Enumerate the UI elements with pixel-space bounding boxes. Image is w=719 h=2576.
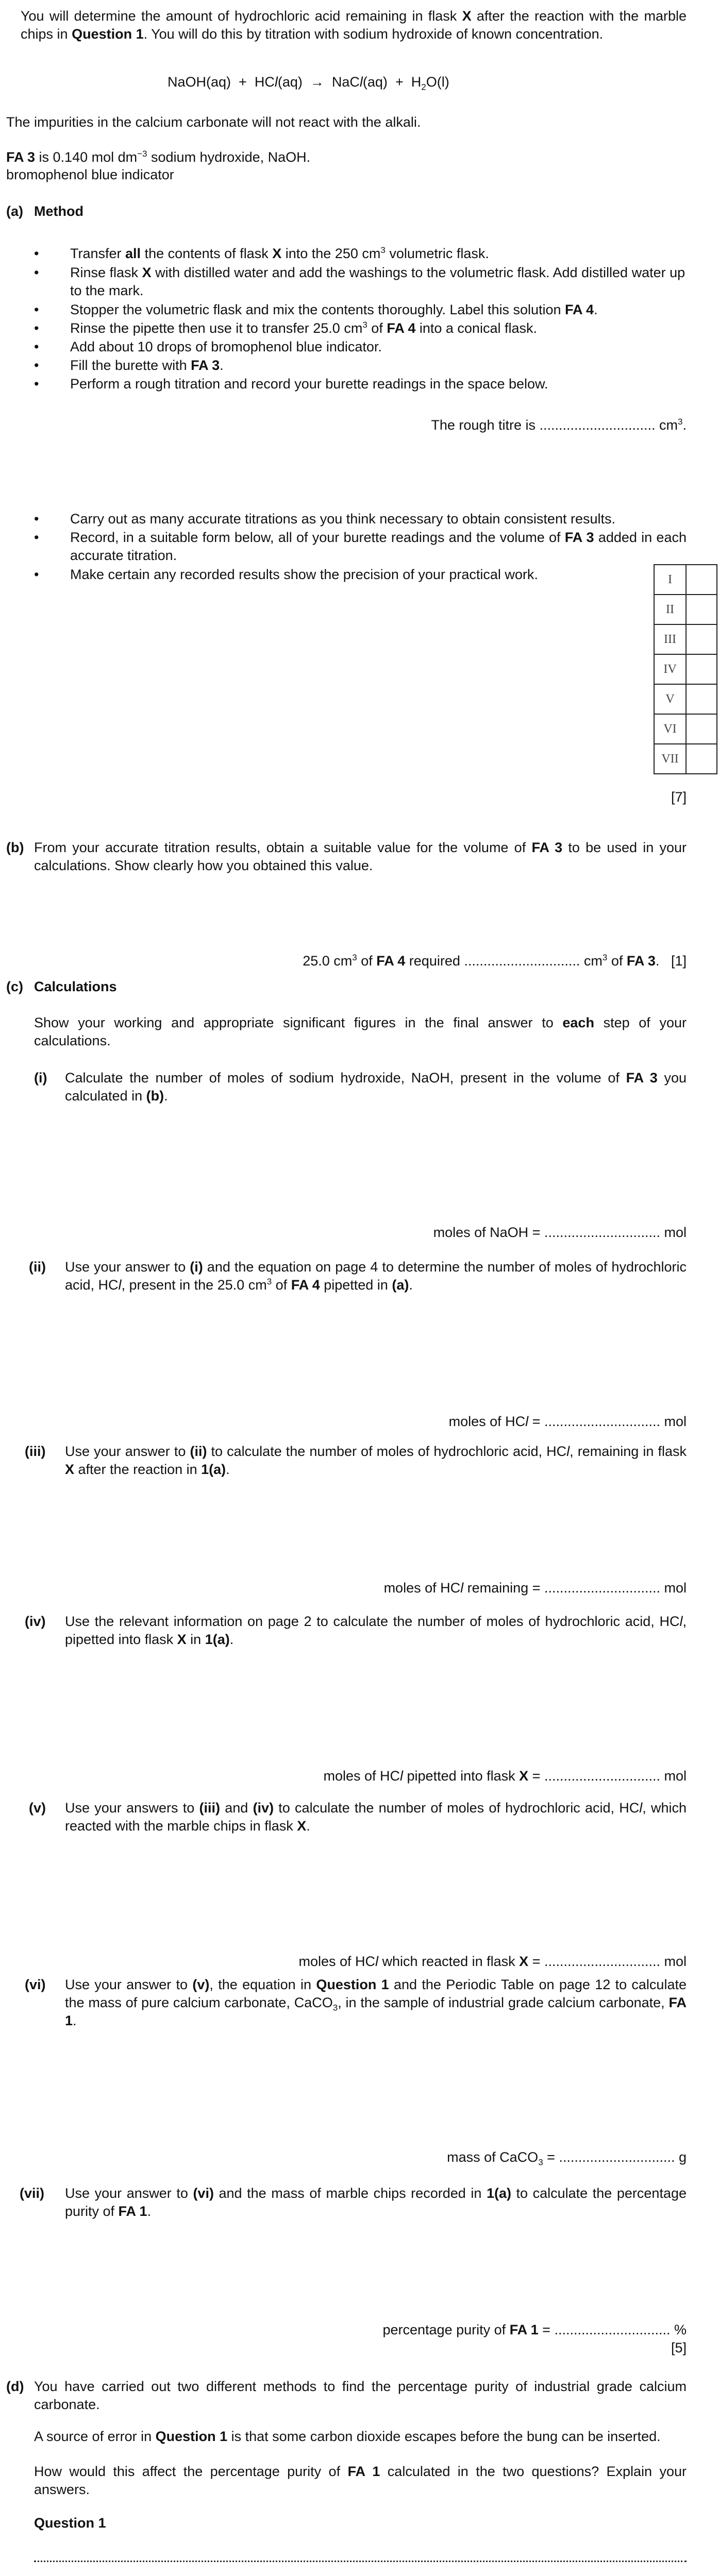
fa3-description: FA 3 is 0.140 mol $dm^{-3}$ sodium hydroxide, NaOH. bbox=[6, 149, 311, 165]
part-v-label: (v) bbox=[29, 1800, 46, 1816]
checklist-row bbox=[654, 744, 717, 774]
section-c-label: (c) bbox=[6, 979, 23, 994]
section-d-error-source: A source of error in Question 1 is that some carbon dioxide escapes before the bung can be inserted. bbox=[34, 2429, 661, 2444]
method-bullet-4: • Rinse the pipette then use it to transfer 25.0 $cm^3$ of FA 4 into a conical flask. bbox=[70, 319, 687, 337]
checklist-label: IV bbox=[654, 654, 686, 684]
part-vi-label: (vi) bbox=[25, 1977, 46, 1992]
section-a-title: Method bbox=[34, 204, 83, 219]
part-ii-question: Use your answer to (i) and the equation on page 4 to determine the number of moles of hydrochloric acid, HCl, present in the 25.0 $cm^3$ of FA 4 pipetted in (a). bbox=[65, 1259, 687, 1293]
checklist-box bbox=[686, 684, 717, 714]
section-c-title: Calculations bbox=[34, 979, 117, 994]
checklist-row bbox=[654, 624, 717, 654]
section-b-question: From your accurate titration results, obtain a suitable value for the volume of FA 3 to be used in your calculations. Show clearly how you obtained this value. bbox=[34, 840, 687, 873]
reaction-equation: NaOH(aq) + HCl(aq) → NaCl(aq) + $H_2O(l)$ bbox=[168, 74, 449, 92]
method-bullet-7: • Perform a rough titration and record your burette readings in the space below. bbox=[70, 375, 687, 393]
method-bullet-6: • Fill the burette with FA 3. bbox=[70, 357, 687, 375]
percentage-purity-answer-line[interactable]: percentage purity of FA 1 = .............................. % bbox=[382, 2322, 687, 2337]
checklist-box bbox=[686, 714, 717, 744]
checklist-row bbox=[654, 714, 717, 744]
section-c-instructions: Show your working and appropriate significant figures in the final answer to each step of your calculations. bbox=[34, 1015, 687, 1048]
titration-bullet-3: • Make certain any recorded results show the precision of your practical work. bbox=[70, 566, 642, 584]
impurities-note: The impurities in the calcium carbonate will not react with the alkali. bbox=[6, 114, 421, 130]
checklist-row bbox=[654, 595, 717, 624]
method-bullet-3: • Stopper the volumetric flask and mix the contents thoroughly. Label this solution FA 4. bbox=[70, 301, 687, 319]
titration-bullet-2: • Record, in a suitable form below, all of your burette readings and the volume of FA 3 added in each accurate titration. bbox=[70, 529, 687, 565]
marking-checklist bbox=[654, 564, 717, 774]
moles-hcl-reacted-answer-line[interactable]: moles of HCl which reacted in flask X = .............................. mol bbox=[298, 1954, 687, 1969]
part-i-label: (i) bbox=[34, 1070, 47, 1086]
moles-hcl-answer-line[interactable]: moles of HCl = .............................. mol bbox=[448, 1414, 687, 1429]
part-i-question: Calculate the number of moles of sodium hydroxide, NaOH, present in the volume of FA 3 you calculated in (b). bbox=[65, 1070, 687, 1104]
fa3-volume-answer-line[interactable]: 25.0 $cm^3$ of FA 4 required .............................. $cm^3$ of FA 3. [1] bbox=[303, 953, 687, 969]
answer-line-q1-1[interactable] bbox=[34, 2561, 687, 2562]
method-bullet-1: • Transfer all the contents of flask X into the 250 $cm^3$ volumetric flask. bbox=[70, 245, 687, 263]
question-1-heading: Question 1 bbox=[34, 2515, 106, 2531]
method-bullet-5: • Add about 10 drops of bromophenol blue indicator. bbox=[70, 338, 687, 356]
checklist-label: VI bbox=[654, 714, 686, 744]
section-c-marks: [5] bbox=[671, 2340, 687, 2355]
moles-hcl-pipetted-answer-line[interactable]: moles of HCl pipetted into flask X = .............................. mol bbox=[323, 1768, 687, 1784]
indicator-note: bromophenol blue indicator bbox=[6, 167, 174, 182]
checklist-box bbox=[686, 595, 717, 624]
part-vii-question: Use your answer to (vi) and the mass of marble chips recorded in 1(a) to calculate the percentage purity of FA 1. bbox=[65, 2185, 687, 2219]
checklist-label: I bbox=[654, 565, 686, 595]
intro-paragraph: You will determine the amount of hydrochloric acid remaining in flask X after the reaction with the marble chips in Question 1. You will do this by titration with sodium hydroxide of known concentration. bbox=[21, 8, 687, 42]
section-a-marks: [7] bbox=[671, 789, 687, 805]
checklist-box bbox=[686, 744, 717, 774]
moles-hcl-remaining-answer-line[interactable]: moles of HCl remaining = .............................. mol bbox=[383, 1580, 687, 1596]
section-d-question: How would this affect the percentage purity of FA 1 calculated in the two questions? Explain your answers. bbox=[34, 2464, 687, 2497]
checklist-row bbox=[654, 654, 717, 684]
checklist-box bbox=[686, 565, 717, 595]
checklist-label: II bbox=[654, 595, 686, 624]
checklist-row bbox=[654, 684, 717, 714]
mass-caco3-answer-line[interactable]: mass of CaCO$_3$ = .............................. g bbox=[447, 2149, 687, 2167]
checklist-label: III bbox=[654, 624, 686, 654]
method-bullet-2: • Rinse flask X with distilled water and add the washings to the volumetric flask. Add distilled water up to the mark. bbox=[70, 264, 687, 300]
checklist-label: VII bbox=[654, 744, 686, 774]
checklist-label: V bbox=[654, 684, 686, 714]
part-ii-label: (ii) bbox=[29, 1259, 46, 1275]
part-iii-question: Use your answer to (ii) to calculate the number of moles of hydrochloric acid, HCl, remaining in flask X after the reaction in 1(a). bbox=[65, 1444, 687, 1477]
checklist-box bbox=[686, 654, 717, 684]
rough-titre-answer-line[interactable]: The rough titre is .............................. $cm^3$. bbox=[431, 417, 687, 433]
titration-bullet-1: • Carry out as many accurate titrations as you think necessary to obtain consistent results. bbox=[70, 510, 687, 528]
section-b-label: (b) bbox=[6, 840, 24, 855]
checklist-box bbox=[686, 624, 717, 654]
moles-naoh-answer-line[interactable]: moles of NaOH = .............................. mol bbox=[433, 1225, 687, 1240]
section-a-label: (a) bbox=[6, 204, 23, 219]
part-iv-label: (iv) bbox=[25, 1614, 46, 1629]
part-v-question: Use your answers to (iii) and (iv) to calculate the number of moles of hydrochloric acid, HCl, which reacted with the marble chips in flask X. bbox=[65, 1800, 687, 1834]
part-vi-question: Use your answer to (v), the equation in Question 1 and the Periodic Table on page 12 to calculate the mass of pure calcium carbonate, CaCO$_3$, in the sample of industrial grade calcium carbonate, FA 1. bbox=[65, 1977, 687, 2028]
checklist-row bbox=[654, 565, 717, 595]
section-d-label: (d) bbox=[6, 2379, 24, 2394]
part-vii-label: (vii) bbox=[20, 2185, 45, 2201]
part-iv-question: Use the relevant information on page 2 to calculate the number of moles of hydrochloric acid, HCl, pipetted into flask X in 1(a). bbox=[65, 1614, 687, 1647]
section-d-intro: You have carried out two different methods to find the percentage purity of industrial grade calcium carbonate. bbox=[34, 2379, 687, 2412]
section-b-marks: [1] bbox=[671, 953, 687, 969]
part-iii-label: (iii) bbox=[25, 1444, 46, 1459]
